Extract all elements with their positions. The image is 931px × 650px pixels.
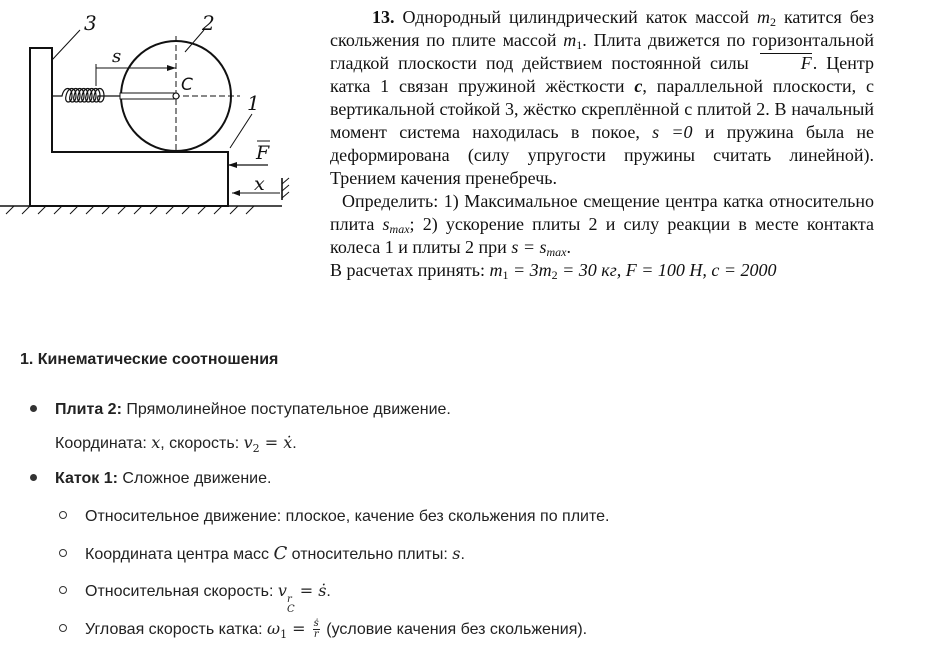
problem-statement [330,6,874,282]
sub-item-relative-motion [59,506,609,528]
p2-s-var: s [382,214,390,234]
p3-m1-var: m [489,260,503,280]
p3-m1-sub: 1 [502,268,509,282]
label-1: 1 [247,91,260,115]
plate-coord-line [55,432,297,460]
label-3: 3 [84,11,97,35]
sub3-sub: C [286,604,295,615]
sub4-lhs: ω [267,619,281,638]
plate-text: Прямолинейное поступательное движение. [121,401,451,418]
sub2-middle: относительно плиты: [287,546,453,563]
sub4-end: (условие качения без скольжения). [321,621,588,638]
plate-and-post [30,48,228,206]
leader-3 [52,30,80,60]
p1-text-f: и пружина была не деформирована (силу упругости пружины считать линейной). Трением качения пренебречь. [330,122,874,188]
label-f: F [256,142,270,164]
bullet-icon [30,405,37,412]
roller-label: Каток 1: [55,470,118,487]
label-c: C [181,75,193,95]
sub4-prefix: Угловая скорость катка: [85,621,268,638]
label-x: x [254,173,265,195]
label-s: s [112,46,122,67]
p1-force-symbol: F [758,52,813,75]
problem-paragraph-2 [330,190,874,259]
circle-bullet-icon [59,624,67,632]
sub4-sub: 1 [280,628,288,642]
p2-text-end: . [566,237,571,257]
sub4-frac-den: r [313,629,319,641]
force-arrow-head [228,162,237,168]
speed-sub: 2 [252,442,260,456]
sub3-rhs: ṡ [318,581,327,600]
p1-m1-sub: 1 [576,38,583,52]
ground-hatching [6,206,254,214]
p1-s-zero: s =0 [652,122,693,142]
p3-values: = 30 кг, F = 100 Н, c = 2000 [557,260,777,280]
sub2-prefix: Координата центра масс [85,546,274,563]
wall-hatching [282,178,289,198]
p2-max-sub: max [389,222,410,236]
p1-text-e: , параллельной плоскости, с вертикальной стойкой 3, жёстко скреплённой с плитой 2. В начальный момент система находилась в покое, [330,76,874,142]
sub4-eq: = [287,619,311,638]
speed-prefix: , скорость: [160,435,244,452]
spring [52,89,120,103]
sub4-frac-num: ṡ [313,618,319,630]
problem-paragraph-1 [330,6,874,190]
sub2-rhs: s [452,544,461,563]
speed-var: v [243,433,253,452]
speed-eq: = [259,433,284,452]
s-arrow-head [167,65,176,71]
p1-m1-var: m [563,30,577,50]
problem-number: 13. [372,7,395,27]
plate-label: Плита 2: [55,401,122,418]
spring-rod [120,93,174,99]
sub-item-relative-velocity [59,580,331,615]
sub3-end: . [326,583,331,600]
coord-var: x [151,433,161,452]
roller-text: Сложное движение. [117,470,272,487]
sub3-sup: r [286,594,292,605]
circle-bullet-icon [59,549,67,557]
sub3-scripts [287,595,295,615]
section-title: 1. Кинематические соотношения [20,351,279,368]
p1-text-d: . Центр катка 1 связан пружиной жёсткости [330,53,874,96]
p1-text-a: Однородный цилиндрический каток массой [402,7,757,27]
roller-center-point [173,93,179,99]
leader-1 [230,114,252,148]
circle-bullet-icon [59,586,67,594]
sub2-end: . [460,546,465,563]
coord-prefix: Координата: [55,435,152,452]
p3-m2-sub: 2 [551,268,558,282]
sub2-var: C [273,543,288,564]
sub-item-center-coordinate [59,543,465,566]
solution-section [20,350,900,642]
p3-eq: = 3 [508,260,539,280]
sub3-prefix: Относительная скорость: [85,583,278,600]
p2-text-a: Определить: 1) Максимальное смещение центра катка относительно плита [330,191,874,234]
mechanism-figure [0,0,300,220]
p3-text-a: В расчетах принять: [330,260,490,280]
sub4-fraction [313,619,320,640]
p1-c-var: c [634,76,643,96]
list-item-roller [30,468,271,490]
p2-s-eq: s = s [511,237,547,257]
p3-m2-var: m [538,260,552,280]
mechanism-diagram [0,0,300,220]
bullet-icon [30,474,37,481]
p1-text-b: катится без скольжения по плите массой [330,7,875,50]
problem-paragraph-3 [330,259,874,282]
p1-text-c: . Плита движется по горизонтальной гладкой плоскости под действием постоянной силы [330,30,874,73]
circle-bullet-icon [59,511,67,519]
speed-rhs: ẋ [283,433,293,452]
sub3-lhs: v [277,581,287,600]
speed-end: . [292,435,297,452]
p1-m2-sub: 2 [769,15,776,29]
sub3-eq: = [294,581,319,600]
label-2: 2 [202,11,215,35]
sub-item-angular-velocity [59,618,587,646]
sub1-text: Относительное движение: плоское, качение без скольжения по плите. [85,508,610,525]
p1-m2-var: m [756,7,770,27]
list-item-plate [30,399,451,421]
x-arrow-head [232,190,240,196]
p2-text-b: ; 2) ускорение плиты 2 и силу реакции в месте контакта колеса 1 и плиты 2 при [330,214,875,257]
p2-max-sub-2: max [546,245,567,259]
